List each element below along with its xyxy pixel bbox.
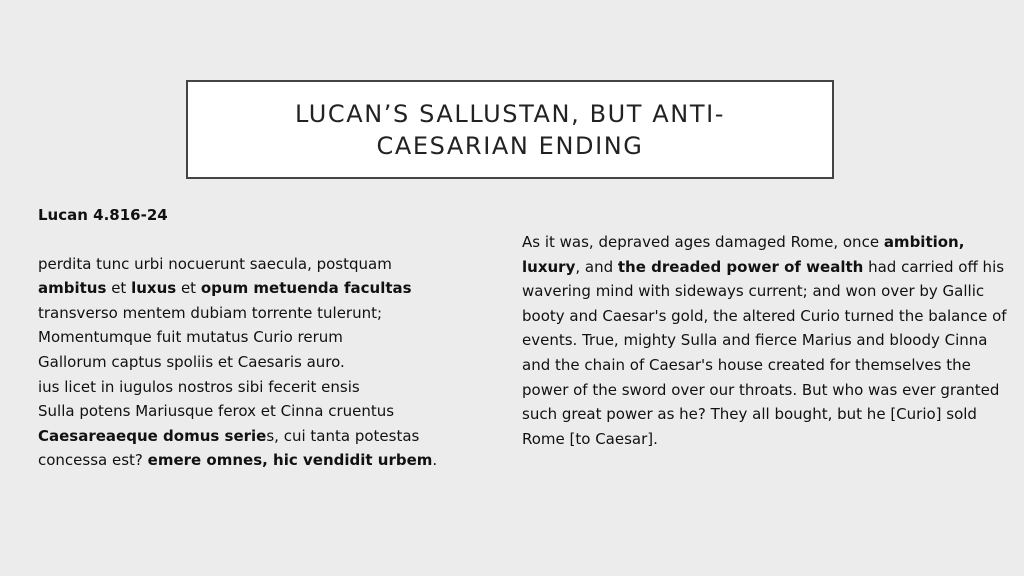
latin-heading: Lucan 4.816-24 [38, 206, 168, 224]
latin-text: et [106, 279, 132, 298]
latin-text: transverso mentem dubiam torrente tulerunt; [38, 303, 383, 322]
latin-text: Gallorum captus spoliis et Caesaris auro. [38, 352, 345, 371]
latin-emphasis: opum metuenda facultas [200, 279, 412, 298]
latin-emphasis: emere omnes, hic vendidit urbem [147, 451, 433, 470]
latin-line [38, 252, 508, 277]
latin-text: concessa est? [38, 451, 148, 470]
latin-line [38, 424, 508, 449]
latin-text: Sulla potens Mariusque ferox et Cinna cruentus [38, 402, 395, 421]
translation-text: had carried off his wavering mind with sideways current; and won over by Gallic booty and Caesar's gold, the altered Curio turned the balance of events. True, mighty Sulla and fierce Marius and bloody Cinna and the chain of Caesar's house created for themselves the power of the sword over our throats. But who was ever granted such great power as he? They all bought, but he [Curio] sold Rome [to Caesar]. [522, 257, 1007, 448]
latin-text-block [38, 203, 508, 473]
latin-text: s, cui tanta potestas [266, 426, 420, 445]
latin-text: perdita tunc urbi nocuerunt saecula, postquam [38, 254, 392, 273]
translation-paragraph [522, 230, 1007, 451]
latin-line [38, 448, 508, 473]
latin-line [38, 350, 508, 375]
translation-text: , and [575, 257, 618, 276]
latin-line [38, 375, 508, 400]
latin-text: et [176, 279, 201, 298]
slide-title: LUCAN’S SALLUSTAN, BUT ANTI-CAESARIAN ENDING [294, 99, 726, 160]
translation-emphasis: ambition, luxury [522, 233, 965, 276]
latin-line [38, 276, 508, 301]
latin-text: Momentumque fuit mutatus Curio rerum [38, 328, 343, 347]
translation-text-block [522, 230, 1007, 451]
latin-lines [38, 252, 508, 473]
latin-text: . [432, 451, 438, 470]
translation-text: As it was, depraved ages damaged Rome, once [522, 233, 884, 251]
latin-line [38, 301, 508, 326]
translation-emphasis: the dreaded power of wealth [617, 257, 864, 276]
latin-emphasis: ambitus [38, 279, 107, 298]
latin-text: ius licet in iugulos nostros sibi fecerit ensis [38, 377, 360, 396]
latin-emphasis: luxus [131, 279, 177, 298]
latin-line [38, 399, 508, 424]
slide-title-box [186, 80, 834, 179]
latin-line [38, 325, 508, 350]
latin-emphasis: Caesareaeque domus serie [38, 426, 267, 445]
